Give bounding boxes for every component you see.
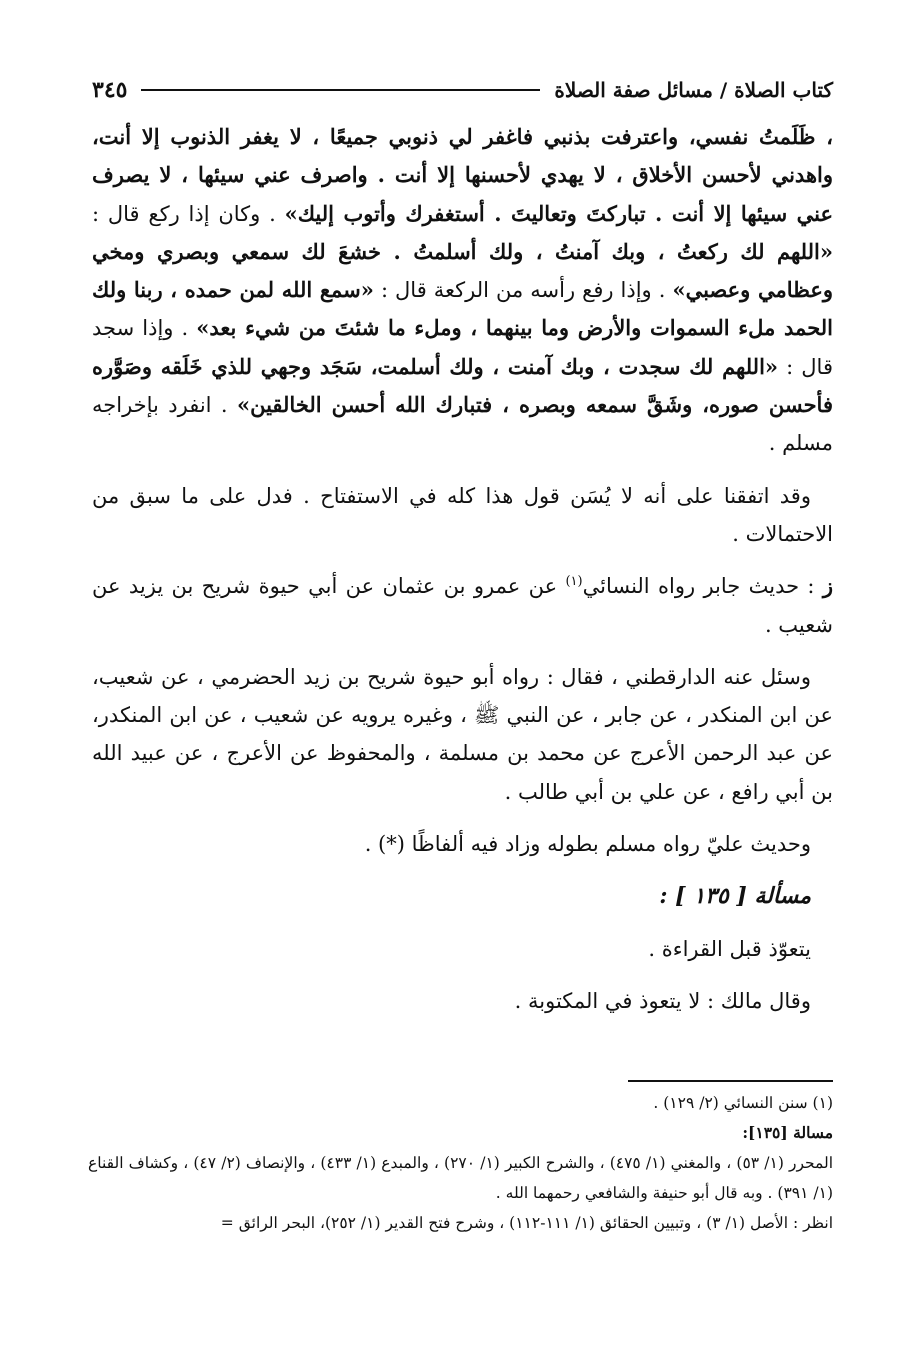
paragraph-hadith-text <box>92 118 833 463</box>
paragraph-malik: وقال مالك : لا يتعوذ في المكتوبة . <box>514 988 811 1013</box>
quote-3: «سمع الله لمن حمده ، ربنا ولك الحمد ملء السموات والأرض وما بينهما ، وملء ما شئتَ من شيء بعد» <box>92 277 833 341</box>
footnote-separator <box>628 1080 833 1082</box>
paragraph-taawwudh: يتعوّذ قبل القراءة . <box>648 936 811 961</box>
footnote-masala-label: مسالة [١٣٥]: <box>742 1123 833 1142</box>
quote-2: «اللهم لك ركعتُ ، وبك آمنتُ ، ولك أسلمتُ . خشعَ لك سمعي وبصري ومخي وعظامي وعصبي» <box>92 238 834 303</box>
text-4: . انفرد بإخراجه مسلم . <box>92 393 833 456</box>
text-3: . وإذا سجد قال : <box>92 316 833 379</box>
footnote-ref-1[interactable]: (١) <box>565 574 583 590</box>
zay-label: ز <box>822 573 833 599</box>
header-rule <box>141 89 540 91</box>
header-title: كتاب الصلاة / مسائل صفة الصلاة <box>554 78 833 102</box>
masala-number: مسألة [ ١٣٥ ] : <box>659 883 811 910</box>
text-1: . وكان إذا ركع قال : <box>92 201 285 226</box>
paragraph-zawaid <box>92 567 833 644</box>
paragraph-daraqutni: وسئل عنه الدارقطني ، فقال : رواه أبو حيوة شريح بن زيد الحضرمي ، عن شعيب، عن ابن المنكدر ، عن جابر ، عن النبي ﷺ ، وغيره يرويه عن شعيب ، عن ابن المنكدر، عن عبد الرحمن الأعرج عن محمد بن مسلمة ، والمحفوظ عن الأعرج ، عن عبيد الله بن أبي رافع ، عن علي بن أبي طالب . <box>92 664 833 804</box>
zawaid-text-after: عن عمرو بن عثمان عن أبي حيوة شريح بن يزيد عن شعيب . <box>92 574 833 637</box>
page-number: ٣٤٥ <box>92 77 128 103</box>
masala-heading <box>92 877 833 915</box>
footnote-3: انظر : الأصل (١/ ٣) ، وتبيين الحقائق (١/ ١١١-١١٢) ، وشرح فتح القدير (١/ ٢٥٢)، البحر الرائق = <box>220 1214 833 1232</box>
quote-4: «اللهم لك سجدت ، وبك آمنت ، ولك أسلمت، سَجَد وجهي للذي خَلَقه وصَوَّره فأحسن صوره، وشَقَّ سمعه وبصره ، فتبارك الله أحسن الخالقين» <box>92 353 833 418</box>
running-header <box>92 70 833 110</box>
quote-1: ، ظَلَمتُ نفسي، واعترفت بذنبي فاغفر لي ذنوبي جميعًا ، لا يغفر الذنوب إلا أنت، واهدني لأحسن الأخلاق ، لا يهدي لأحسنها إلا أنت . واصرف عني سيئها ، لا يصرف عني سيئها إلا أنت . تباركتَ وتعاليتَ . أستغفرك وأتوب إليك» <box>92 124 833 226</box>
footnotes <box>88 1088 833 1238</box>
main-text <box>92 118 833 1020</box>
footnote-2: المحرر (١/ ٥٣) ، والمغني (١/ ٤٧٥) ، والشرح الكبير (١/ ٢٧٠) ، والمبدع (١/ ٤٣٣) ، والإنصاف (٢/ ٤٧) ، وكشاف القناع (١/ ٣٩١) . وبه قال أبو حنيفة والشافعي رحمهما الله . <box>88 1154 834 1202</box>
zawaid-text-before: : حديث جابر رواه النسائي <box>582 574 823 599</box>
text-2: . وإذا رفع رأسه من الركعة قال : <box>373 278 673 303</box>
paragraph-agreement: وقد اتفقنا على أنه لا يُسَن قول هذا كله في الاستفتاح . فدل على ما سبق من الاحتمالات . <box>92 483 833 546</box>
paragraph-ali-hadith: وحديث عليّ رواه مسلم بطوله وزاد فيه ألفاظًا (*) . <box>364 832 811 857</box>
footnote-1: (١) سنن النسائي (٢/ ١٢٩) . <box>653 1094 833 1112</box>
